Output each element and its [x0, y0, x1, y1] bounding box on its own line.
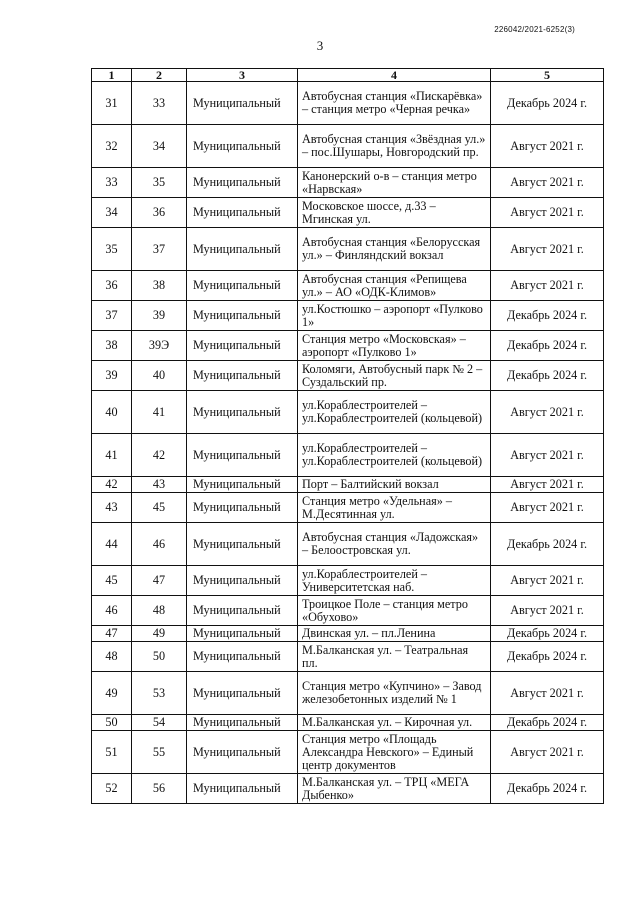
table-row — [92, 301, 604, 331]
document-registration-number: 226042/2021-6252(3) — [494, 25, 575, 34]
route-number-cell: 49 — [132, 626, 187, 642]
route-number-cell: 54 — [132, 715, 187, 731]
route-path-cell: М.Балканская ул. – Театральная пл. — [298, 642, 491, 672]
row-index-cell: 52 — [92, 774, 132, 804]
table-row — [92, 125, 604, 168]
date-cell: Август 2021 г. — [491, 391, 604, 434]
table-row — [92, 731, 604, 774]
date-cell: Август 2021 г. — [491, 477, 604, 493]
table-row — [92, 493, 604, 523]
route-number-cell: 38 — [132, 271, 187, 301]
table-row — [92, 82, 604, 125]
route-number-cell: 55 — [132, 731, 187, 774]
row-index-cell: 46 — [92, 596, 132, 626]
page-number: 3 — [316, 38, 324, 53]
route-path-cell: Автобусная станция «Белорусская ул.» – Финляндский вокзал — [298, 228, 491, 271]
row-index-cell: 41 — [92, 434, 132, 477]
route-path-cell: Станция метро «Площадь Александра Невского» – Единый центр документов — [298, 731, 491, 774]
route-type-cell: Муниципальный — [187, 391, 298, 434]
table-row — [92, 198, 604, 228]
route-path-cell: Станция метро «Купчино» – Завод железобетонных изделий № 1 — [298, 672, 491, 715]
date-cell: Август 2021 г. — [491, 672, 604, 715]
row-index-cell: 50 — [92, 715, 132, 731]
row-index-cell: 39 — [92, 361, 132, 391]
route-number-cell: 42 — [132, 434, 187, 477]
table-row — [92, 715, 604, 731]
route-type-cell: Муниципальный — [187, 493, 298, 523]
column-header-3: 3 — [187, 69, 298, 82]
route-path-cell: Автобусная станция «Пискарёвка» – станция метро «Черная речка» — [298, 82, 491, 125]
table-header-row — [92, 69, 604, 82]
row-index-cell: 33 — [92, 168, 132, 198]
column-header-5: 5 — [491, 69, 604, 82]
table-row — [92, 477, 604, 493]
row-index-cell: 38 — [92, 331, 132, 361]
route-path-cell: ул.Кораблестроителей – ул.Кораблестроителей (кольцевой) — [298, 434, 491, 477]
route-number-cell: 47 — [132, 566, 187, 596]
route-number-cell: 39Э — [132, 331, 187, 361]
date-cell: Август 2021 г. — [491, 228, 604, 271]
route-path-cell: ул.Кораблестроителей – ул.Кораблестроителей (кольцевой) — [298, 391, 491, 434]
route-number-cell: 33 — [132, 82, 187, 125]
route-type-cell: Муниципальный — [187, 168, 298, 198]
date-cell: Август 2021 г. — [491, 596, 604, 626]
route-type-cell: Муниципальный — [187, 434, 298, 477]
route-type-cell: Муниципальный — [187, 672, 298, 715]
table-row — [92, 391, 604, 434]
route-path-cell: ул.Кораблестроителей – Университетская наб. — [298, 566, 491, 596]
route-path-cell: ул.Костюшко – аэропорт «Пулково 1» — [298, 301, 491, 331]
row-index-cell: 49 — [92, 672, 132, 715]
row-index-cell: 31 — [92, 82, 132, 125]
column-header-2: 2 — [132, 69, 187, 82]
table-row — [92, 271, 604, 301]
route-type-cell: Муниципальный — [187, 271, 298, 301]
route-type-cell: Муниципальный — [187, 566, 298, 596]
route-path-cell: М.Балканская ул. – ТРЦ «МЕГА Дыбенко» — [298, 774, 491, 804]
date-cell: Декабрь 2024 г. — [491, 361, 604, 391]
row-index-cell: 34 — [92, 198, 132, 228]
route-path-cell: Московское шоссе, д.33 – Мгинская ул. — [298, 198, 491, 228]
date-cell: Декабрь 2024 г. — [491, 82, 604, 125]
route-path-cell: Порт – Балтийский вокзал — [298, 477, 491, 493]
route-type-cell: Муниципальный — [187, 596, 298, 626]
column-header-1: 1 — [92, 69, 132, 82]
routes-table — [91, 68, 604, 804]
date-cell: Август 2021 г. — [491, 168, 604, 198]
route-number-cell: 35 — [132, 168, 187, 198]
row-index-cell: 51 — [92, 731, 132, 774]
table-row — [92, 596, 604, 626]
route-type-cell: Муниципальный — [187, 642, 298, 672]
route-type-cell: Муниципальный — [187, 301, 298, 331]
route-type-cell: Муниципальный — [187, 361, 298, 391]
route-type-cell: Муниципальный — [187, 125, 298, 168]
date-cell: Декабрь 2024 г. — [491, 715, 604, 731]
route-number-cell: 46 — [132, 523, 187, 566]
table-row — [92, 523, 604, 566]
route-number-cell: 37 — [132, 228, 187, 271]
table-row — [92, 642, 604, 672]
route-type-cell: Муниципальный — [187, 477, 298, 493]
date-cell: Август 2021 г. — [491, 271, 604, 301]
row-index-cell: 40 — [92, 391, 132, 434]
route-path-cell: Автобусная станция «Репищева ул.» – АО «ОДК-Климов» — [298, 271, 491, 301]
date-cell: Август 2021 г. — [491, 198, 604, 228]
route-number-cell: 50 — [132, 642, 187, 672]
route-path-cell: М.Балканская ул. – Кирочная ул. — [298, 715, 491, 731]
route-path-cell: Канонерский о-в – станция метро «Нарвская» — [298, 168, 491, 198]
row-index-cell: 35 — [92, 228, 132, 271]
date-cell: Август 2021 г. — [491, 493, 604, 523]
route-path-cell: Станция метро «Удельная» – М.Десятинная ул. — [298, 493, 491, 523]
table-row — [92, 774, 604, 804]
date-cell: Август 2021 г. — [491, 731, 604, 774]
row-index-cell: 44 — [92, 523, 132, 566]
row-index-cell: 32 — [92, 125, 132, 168]
route-number-cell: 40 — [132, 361, 187, 391]
row-index-cell: 36 — [92, 271, 132, 301]
date-cell: Август 2021 г. — [491, 566, 604, 596]
route-path-cell: Автобусная станция «Ладожская» – Белоостровская ул. — [298, 523, 491, 566]
table-row — [92, 566, 604, 596]
route-type-cell: Муниципальный — [187, 523, 298, 566]
route-type-cell: Муниципальный — [187, 198, 298, 228]
route-number-cell: 53 — [132, 672, 187, 715]
route-type-cell: Муниципальный — [187, 228, 298, 271]
route-number-cell: 34 — [132, 125, 187, 168]
route-path-cell: Двинская ул. – пл.Ленина — [298, 626, 491, 642]
route-type-cell: Муниципальный — [187, 731, 298, 774]
date-cell: Декабрь 2024 г. — [491, 626, 604, 642]
row-index-cell: 43 — [92, 493, 132, 523]
route-path-cell: Коломяги, Автобусный парк № 2 – Суздальский пр. — [298, 361, 491, 391]
route-type-cell: Муниципальный — [187, 715, 298, 731]
row-index-cell: 42 — [92, 477, 132, 493]
date-cell: Декабрь 2024 г. — [491, 642, 604, 672]
route-number-cell: 43 — [132, 477, 187, 493]
table-row — [92, 672, 604, 715]
table-row — [92, 626, 604, 642]
route-type-cell: Муниципальный — [187, 82, 298, 125]
row-index-cell: 47 — [92, 626, 132, 642]
route-number-cell: 36 — [132, 198, 187, 228]
table-row — [92, 361, 604, 391]
date-cell: Декабрь 2024 г. — [491, 301, 604, 331]
table-row — [92, 331, 604, 361]
row-index-cell: 45 — [92, 566, 132, 596]
route-type-cell: Муниципальный — [187, 774, 298, 804]
route-number-cell: 39 — [132, 301, 187, 331]
route-path-cell: Троицкое Поле – станция метро «Обухово» — [298, 596, 491, 626]
table-row — [92, 434, 604, 477]
route-number-cell: 56 — [132, 774, 187, 804]
date-cell: Декабрь 2024 г. — [491, 774, 604, 804]
table-row — [92, 168, 604, 198]
date-cell: Декабрь 2024 г. — [491, 331, 604, 361]
route-number-cell: 45 — [132, 493, 187, 523]
route-type-cell: Муниципальный — [187, 626, 298, 642]
table-row — [92, 228, 604, 271]
date-cell: Август 2021 г. — [491, 125, 604, 168]
route-path-cell: Автобусная станция «Звёздная ул.» – пос.Шушары, Новгородский пр. — [298, 125, 491, 168]
column-header-4: 4 — [298, 69, 491, 82]
date-cell: Август 2021 г. — [491, 434, 604, 477]
route-number-cell: 48 — [132, 596, 187, 626]
route-path-cell: Станция метро «Московская» – аэропорт «Пулково 1» — [298, 331, 491, 361]
date-cell: Декабрь 2024 г. — [491, 523, 604, 566]
row-index-cell: 48 — [92, 642, 132, 672]
row-index-cell: 37 — [92, 301, 132, 331]
table-body — [92, 82, 604, 804]
route-type-cell: Муниципальный — [187, 331, 298, 361]
route-number-cell: 41 — [132, 391, 187, 434]
